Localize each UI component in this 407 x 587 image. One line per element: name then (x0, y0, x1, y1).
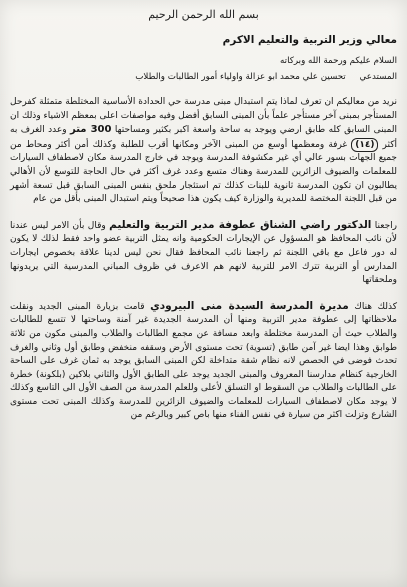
greeting: السلام عليكم ورحمة الله وبركاته (280, 56, 397, 66)
p3-intro: كذلك هناك (354, 301, 397, 312)
p2-intro: راجعنا (374, 220, 397, 231)
p3-text: قامت بزيارة المبنى الجديد ونقلت ملاحظاتها إلى عطوفة مدير التربية ومنها أن المدرسة الجديدة غير آمنة وساحتها لا تتسع للطالبات والطلاب حيث أن المدرسة مختلطة وابعد مسافة عن مجمع الطالبات والطلاب والمبنى مكون من ثلاثة طوابق وهذا ايضا غير آمن طابق (تسوية) تحت مستوى الأرض وسقفه منخفض وطابق أول وثاني والغرف تحدث فوضى في الحصص لانه نظام شقة متداخلة لكن المبنى السابق يوجد به ثمان غرف على الساحة الخارجية كنظام مدارسنا المعروف والمبنى الجديد يوجد على الطابق الأول والثاني بلاكين (بلكونة) خطرة على الطالبات والطلاب من السقوط او التسلق لأعلى وللعلم المدرسة من الصف الأول الى التاسع وكذلك لا يوجد مكان لاصطفاف السيارات للمعلمات والضيوف الزائرين للمدرسة وكذلك المبنى تحت مستوى الشارع وتزلت اكثر من سيارة في نفس الفناء منها باص كبير وبالرغم من (10, 301, 397, 421)
paragraph-principal (10, 300, 397, 423)
sender-line (10, 70, 397, 84)
addressee: معالي وزير التربية والتعليم الاكرم (222, 34, 397, 46)
paragraph-directorate (10, 219, 397, 288)
letter-body (10, 6, 397, 583)
sender-label: المستدعي (359, 72, 397, 82)
paragraph-building-comparison (10, 96, 397, 207)
principal-name: مديرة المدرسة السيدة منى البيرودي (150, 299, 349, 312)
basmala: بسم الله الرحمن الرحيم (148, 8, 259, 21)
area-value: 300 متر (70, 124, 112, 136)
sender-name: تحسين علي محمد ابو عزالة واولياء أمور الطالبات والطلاب (135, 72, 346, 82)
p2-text: وقال بأن الامر ليس عندنا لأن نائب المحافظ هو المسؤول عن الإيجارات الحكومية وانه يمثل التربية عضو واحد فقط لذلك لا يكون له دور فاعل مع باقي اللجنة ثم راجعنا نائب المحافظ فقال نحن ليس لدينا علاقة بخصوص ايجارات المدارس أو التربية تترك الامر للتربية لانهم هم الاعرف في ظروف المباني المدرسية التي يريدونها وملحقاتها (10, 220, 397, 286)
p1-text-c: غرفة ومعظمها أوسع من المبنى الآخر ومكانها أقرب للطلبة وكذلك أمن أكثر ومحاط من جميع الجهات بسور عالي أي غير مكشوفة المدرسة ويوجد في خارج المدرسة مكان لاصطفاف السيارات للمعلمات والضيوف الزائرين للمدرسة وهناك متسع وعدد غرف أكثر في حال الحاجة للتوسع لأن الأهالي يطالبون ان تكون المدرسة ثانوية للبنات كذلك تم استئجار ملحق بنفس المبنى السابق قبل تسعة أشهر من قبل اللجنة المختصة للمديرية والوزارة كيف يكون هذا صحيحاً ويتم استبدال المبنى بأقل من عام (10, 139, 397, 205)
rooms-count: (١٤) (351, 138, 378, 152)
director-name: الدكتور راضي الشناق عطوفة مدير التربية والتعليم (109, 218, 372, 231)
p1-text-b: وعدد الغرف به أكثر (10, 125, 397, 150)
p1-text-a: نريد من معاليكم ان تعرف لماذا يتم استبدال مبنى مدرسة حي الحدادة الأساسية المختلطة متمثلة كفرحل المستأجر بمبنى آخر مستأجر علماً بأن المبنى السابق أفضل وفيه مواصفات اعلى بمعظم الاشياء وذلك ان المبنى السابق كله طابق ارضي ويوجد به ساحة واسعة اكبر بكثير ومساحتها (10, 97, 397, 136)
